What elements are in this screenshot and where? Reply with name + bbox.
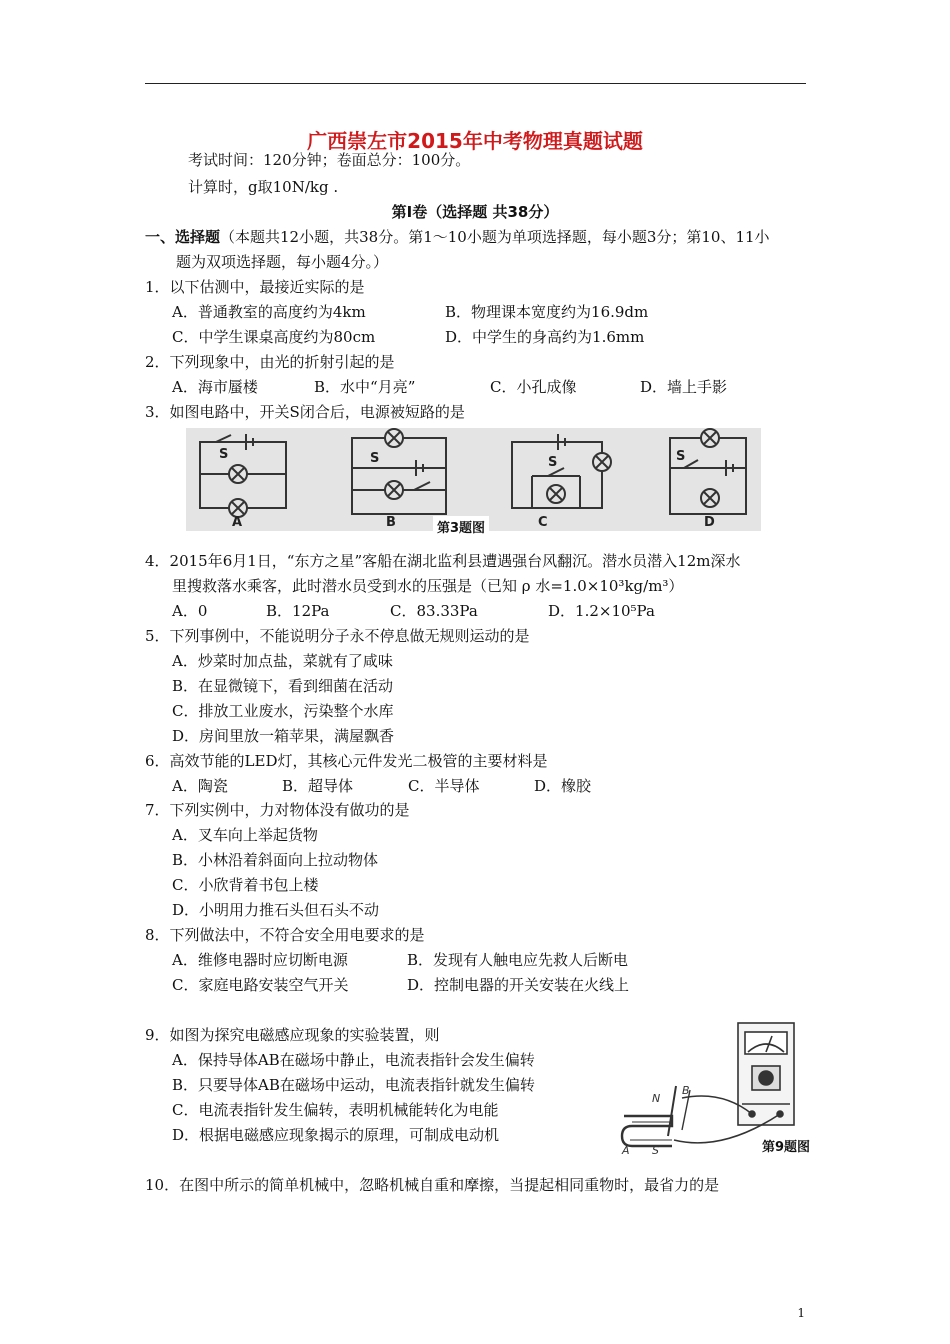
- q9-label-n: N: [652, 1092, 661, 1105]
- q4-stem-line1: 4．2015年6月1日，“东方之星”客船在湖北监利县遭遇强台风翻沉。潜水员潜入12m深水: [145, 552, 741, 570]
- q8-option-d: D．控制电器的开关安装在火线上: [407, 976, 630, 994]
- q8-option-a: A．维修电器时应切断电源: [172, 951, 348, 969]
- q9-figure: [612, 1018, 824, 1158]
- gravity-note-line: 计算时，g取10N/kg .: [188, 178, 339, 196]
- q9-option-a: A．保持导体AB在磁场中静止，电流表指针会发生偏转: [172, 1051, 535, 1069]
- q6-stem: 6．高效节能的LED灯，其核心元件发光二极管的主要材料是: [145, 752, 548, 770]
- q8-option-b: B．发现有人触电应先救人后断电: [407, 951, 629, 969]
- q3-switch-label-a: S: [219, 447, 229, 462]
- q3-switch-label-d: S: [676, 449, 686, 464]
- q7-stem: 7．下列实例中，力对物体没有做功的是: [145, 801, 410, 819]
- part1-desc-line2: 题为双项选择题，每小题4分。）: [176, 253, 389, 271]
- q9-stem: 9．如图为探究电磁感应现象的实验装置，则: [145, 1026, 440, 1044]
- q6-option-a: A．陶瓷: [172, 777, 228, 795]
- q2-option-c: C．小孔成像: [490, 378, 577, 396]
- q1-option-b: B．物理课本宽度约为16.9dm: [445, 303, 649, 321]
- q6-option-d: D．橡胶: [534, 777, 592, 795]
- q7-option-b: B．小林沿着斜面向上拉动物体: [172, 851, 379, 869]
- q3-circuit-figure: [186, 428, 761, 536]
- header-rule: [145, 83, 806, 84]
- q1-stem: 1．以下估测中，最接近实际的是: [145, 278, 365, 296]
- q9-option-d: D．根据电磁感应现象揭示的原理，可制成电动机: [172, 1126, 500, 1144]
- q5-option-b: B．在显微镜下，看到细菌在活动: [172, 677, 394, 695]
- q5-option-a: A．炒菜时加点盐，菜就有了咸味: [172, 652, 393, 670]
- q5-option-d: D．房间里放一箱苹果，满屋飘香: [172, 727, 395, 745]
- q9-option-b: B．只要导体AB在磁场中运动，电流表指针就发生偏转: [172, 1076, 535, 1094]
- section-title: 第Ⅰ卷（选择题 共38分）: [391, 203, 559, 221]
- q4-stem-line2: 里搜救落水乘客，此时潜水员受到水的压强是（已知 ρ 水=1.0×10³kg/m³）: [172, 577, 684, 595]
- part1-heading: 一、选择题: [145, 228, 221, 246]
- q4-option-d: D．1.2×10⁵Pa: [548, 602, 655, 620]
- q10-stem: 10．在图中所示的简单机械中，忽略机械自重和摩擦，当提起相同重物时，最省力的是: [145, 1176, 720, 1194]
- q4-option-c: C．83.33Pa: [390, 602, 478, 620]
- q4-option-b: B．12Pa: [266, 602, 330, 620]
- page-title: 广西崇左市2015年中考物理真题试题: [307, 129, 643, 153]
- part1-desc1: （本题共12小题，共38分。第1～10小题为单项选择题，每小题3分；第10、11小: [220, 228, 770, 246]
- q3-switch-label-b: S: [370, 451, 380, 466]
- q2-option-d: D．墙上手影: [640, 378, 728, 396]
- q6-option-c: C．半导体: [408, 777, 480, 795]
- q9-label-s: S: [652, 1144, 659, 1157]
- q3-label-c: C: [538, 515, 548, 530]
- q2-option-a: A．海市蜃楼: [172, 378, 258, 396]
- q7-option-a: A．叉车向上举起货物: [172, 826, 318, 844]
- exam-time-line: 考试时间：120分钟；卷面总分：100分。: [188, 151, 471, 169]
- q5-stem: 5．下列事例中，不能说明分子永不停息做无规则运动的是: [145, 627, 530, 645]
- part1-desc-line1: [145, 227, 770, 247]
- q9-label-b: B: [682, 1084, 690, 1097]
- q5-option-c: C．排放工业废水，污染整个水库: [172, 702, 394, 720]
- q2-option-b: B．水中“月亮”: [314, 378, 416, 396]
- q3-stem: 3．如图电路中，开关S闭合后，电源被短路的是: [145, 403, 465, 421]
- q9-figure-caption: 第9题图: [762, 1140, 811, 1155]
- q8-option-c: C．家庭电路安装空气开关: [172, 976, 349, 994]
- q1-option-d: D．中学生的身高约为1.6mm: [445, 328, 645, 346]
- q6-option-b: B．超导体: [282, 777, 354, 795]
- q7-option-d: D．小明用力推石头但石头不动: [172, 901, 380, 919]
- q3-label-d: D: [704, 515, 715, 530]
- q3-figure-caption: 第3题图: [433, 516, 489, 537]
- q7-option-c: C．小欣背着书包上楼: [172, 876, 319, 894]
- q3-label-b: B: [386, 515, 396, 530]
- q9-option-c: C．电流表指针发生偏转，表明机械能转化为电能: [172, 1101, 499, 1119]
- q4-option-a: A．0: [172, 602, 208, 620]
- q3-label-a: A: [232, 515, 243, 530]
- q2-stem: 2．下列现象中，由光的折射引起的是: [145, 353, 395, 371]
- q9-label-a: A: [622, 1144, 630, 1157]
- page-number: 1: [797, 1306, 805, 1320]
- q1-option-c: C．中学生课桌高度约为80cm: [172, 328, 376, 346]
- q8-stem: 8．下列做法中，不符合安全用电要求的是: [145, 926, 425, 944]
- q3-switch-label-c: S: [548, 455, 558, 470]
- q1-option-a: A．普通教室的高度约为4km: [172, 303, 366, 321]
